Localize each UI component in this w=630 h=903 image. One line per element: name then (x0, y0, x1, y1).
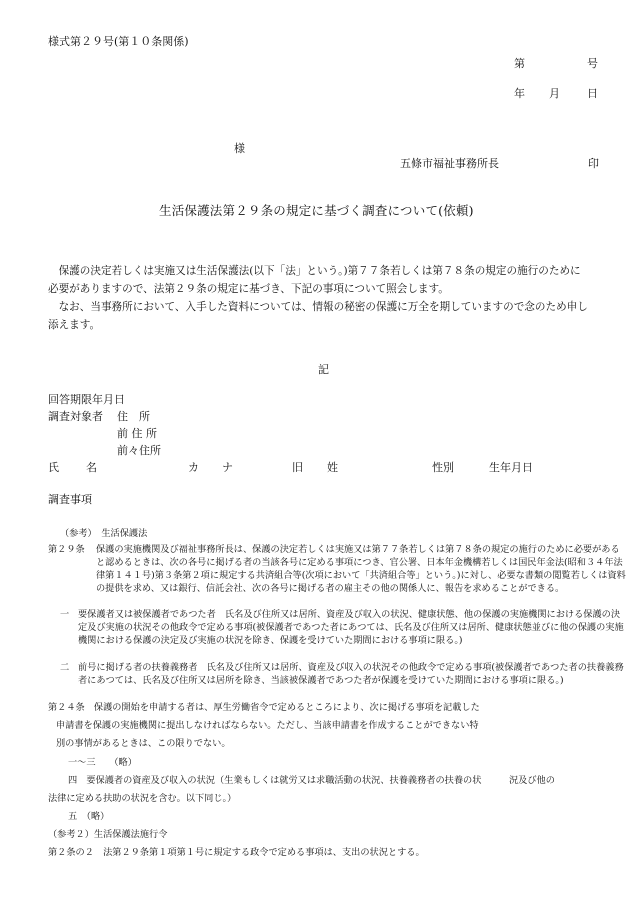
kana-label-ka: カ (188, 461, 199, 474)
date-month: 月 (549, 87, 560, 100)
doc-number-gou: 号 (587, 57, 598, 70)
date-day: 日 (587, 87, 598, 100)
form-number: 様式第２９号(第１０条関係) (48, 35, 189, 48)
address-before-previous-label: 前々住所 (117, 444, 161, 457)
name-label-mei: 名 (86, 461, 97, 474)
former-label-sei: 姓 (327, 461, 338, 474)
article-24-line-1: 第２４条 保護の開始を申請する者は、厚生労働省令で定めるところにより、次に掲げる事項を記載した (48, 702, 480, 713)
inquiry-items-label: 調査事項 (48, 493, 92, 506)
item-4-line-1: 四 要保護者の資産及び収入の状況（生業もしくは就労又は求職活動の状況、扶養義務者の扶養の状 況及び他の (68, 775, 555, 786)
former-label-kyu: 旧 (292, 461, 303, 474)
sex-label: 性別 (432, 461, 454, 474)
birthdate-label: 生年月日 (489, 461, 533, 474)
seal-mark: 印 (588, 157, 599, 170)
deadline-label: 回答期限年月日 (48, 393, 125, 406)
enforcement-order-article-2-2: 第２条の２ 法第２９条第１項第１号に規定する政令で定める事項は、支出の状況とする。 (48, 847, 425, 858)
item-1-text: 要保護者又は被保護者であつた者 氏名及び住所又は居所、資産及び収入の状況、健康状態、他の保護の実施機関における保護の決定及び実施の状況その他政令で定める事項(被保護者であつた者にあつては、氏名及び住所又は居所、健康状態並びに他の保護の実施機関における保護の決定及び実施の状況を除き、保護を受けていた期間における事項に限る。) (78, 609, 624, 646)
article-29-text: 保護の実施機関及び福祉事務所長は、保護の決定若しくは実施又は第７７条若しくは第７８条の規定の施行のために必要があると認めるときは、次の各号に掲げる者の当該各号に定める事項につき、官公署、日本年金機構若しくは国民年金法(昭和３４年法律第１４１号)第３条第２項に規定する共済組合等(次項において「共済組合等」という。)に対し、必要な書類の閲覧若しくは資料の提供を求め、又は銀行、信託会社、次の各号に掲げる者の雇主その他の関係人に、報告を求めることができる。 (96, 544, 626, 594)
date-year: 年 (514, 87, 525, 100)
kana-label-na: ナ (222, 461, 233, 474)
name-label-shi: 氏 (48, 461, 59, 474)
item-1-label: 一 (60, 609, 70, 620)
item-2-text: 前号に掲げる者の扶養義務者 氏名及び住所又は居所、資産及び収入の状況その他政令で定める事項(被保護者であつた者の扶養義務者にあつては、氏名及び住所又は居所を除き、当該被保護者であつた者が保護を受けていた期間における事項に限る。) (78, 662, 624, 686)
reference-heading-2: （参考２）生活保護法施行令 (48, 829, 168, 840)
article-29-label: 第２９条 (48, 544, 85, 555)
doc-number-dai: 第 (514, 57, 525, 70)
article-24-line-3: 別の事情があるときは、この限りでない。 (56, 738, 231, 749)
item-4-line-2: 法律に定める扶助の状況を含む。以下同じ。） (48, 793, 237, 804)
sender-name: 五條市福祉事務所長 (400, 157, 499, 170)
item-2-label: 二 (60, 662, 70, 673)
article-24-line-2: 申請書を保護の実施機関に提出しなければならない。ただし、当該申請書を作成することができない特 (56, 720, 479, 731)
item-5-omitted: 五 （略） (68, 811, 110, 822)
addressee-suffix: 様 (234, 142, 245, 155)
items-1-3-omitted: 一〜三 （略） (68, 757, 137, 768)
ki-heading: 記 (318, 363, 329, 376)
address-previous-label: 前 住 所 (117, 427, 157, 440)
reference-heading-1: （参考） 生活保護法 (60, 528, 148, 539)
body-paragraph-2: なお、当事務所において、入手した資料については、情報の秘密の保護に万全を期していますので念のため申し添えます。 (48, 301, 588, 331)
body-paragraph-1: 保護の決定若しくは実施又は生活保護法(以下「法」という。)第７７条若しくは第７８条の規定の施行のために必要がありますので、法第２９条の規定に基づき、下記の事項について照会します。 (48, 265, 581, 295)
address-current-label: 住 所 (117, 410, 150, 423)
document-title: 生活保護法第２９条の規定に基づく調査について(依頼) (159, 203, 474, 218)
subject-label: 調査対象者 (48, 410, 103, 423)
